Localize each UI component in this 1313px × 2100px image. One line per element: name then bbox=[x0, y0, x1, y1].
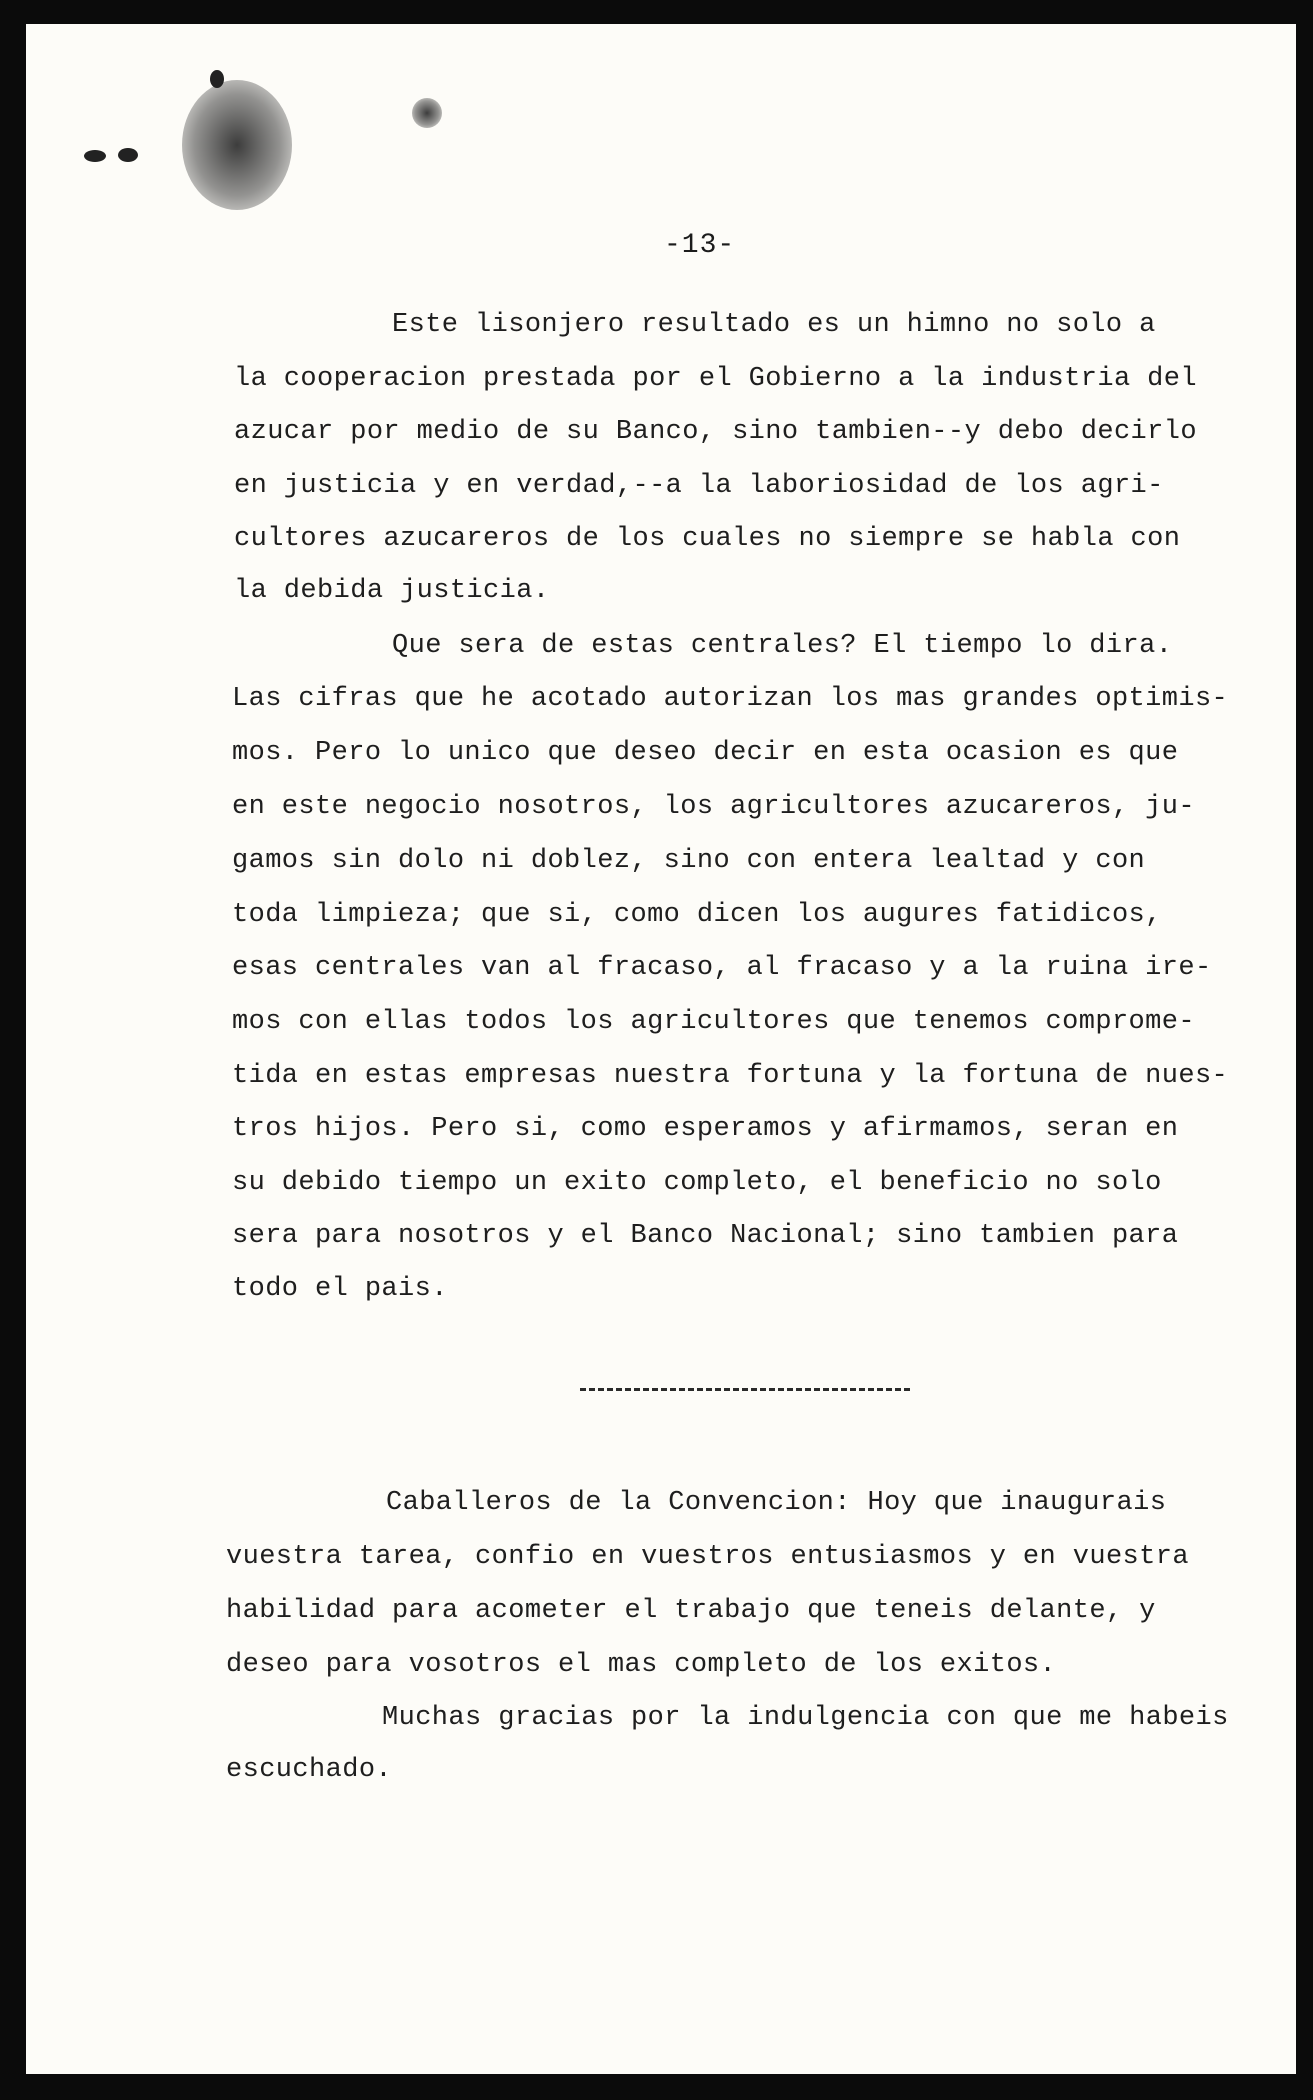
text-line: en este negocio nosotros, los agricultores azucareros, ju- bbox=[232, 792, 1195, 822]
text-line: la debida justicia. bbox=[234, 576, 550, 606]
text-line: cultores azucareros de los cuales no siempre se habla con bbox=[234, 524, 1181, 554]
text-line: Muchas gracias por la indulgencia con que me habeis bbox=[382, 1703, 1229, 1733]
text-line: Caballeros de la Convencion: Hoy que inaugurais bbox=[386, 1488, 1167, 1518]
text-line: gamos sin dolo ni doblez, sino con entera lealtad y con bbox=[232, 846, 1146, 876]
text-line: mos con ellas todos los agricultores que tenemos comprome- bbox=[232, 1007, 1195, 1037]
text-line: toda limpieza; que si, como dicen los augures fatidicos, bbox=[232, 900, 1162, 930]
ink-stain bbox=[182, 80, 292, 210]
ink-stain-small bbox=[412, 98, 442, 128]
text-line: su debido tiempo un exito completo, el beneficio no solo bbox=[232, 1168, 1162, 1198]
text-line: esas centrales van al fracaso, al fracaso y a la ruina ire- bbox=[232, 953, 1212, 983]
text-line: sera para nosotros y el Banco Nacional; sino tambien para bbox=[232, 1221, 1179, 1251]
text-line: habilidad para acometer el trabajo que teneis delante, y bbox=[226, 1596, 1156, 1626]
section-separator bbox=[580, 1388, 910, 1391]
ink-speck bbox=[118, 148, 138, 162]
text-line: deseo para vosotros el mas completo de los exitos. bbox=[226, 1650, 1057, 1680]
text-line: Que sera de estas centrales? El tiempo lo dira. bbox=[392, 631, 1173, 661]
text-line: Las cifras que he acotado autorizan los mas grandes optimis- bbox=[232, 684, 1229, 714]
ink-speck bbox=[210, 70, 224, 88]
page-number: -13- bbox=[664, 230, 736, 261]
text-line: mos. Pero lo unico que deseo decir en esta ocasion es que bbox=[232, 738, 1179, 768]
text-line: todo el pais. bbox=[232, 1274, 448, 1304]
text-line: escuchado. bbox=[226, 1755, 393, 1785]
text-line: tida en estas empresas nuestra fortuna y la fortuna de nues- bbox=[232, 1061, 1229, 1091]
text-line: vuestra tarea, confio en vuestros entusiasmos y en vuestra bbox=[226, 1542, 1189, 1572]
ink-speck bbox=[84, 150, 106, 162]
text-line: en justicia y en verdad,--a la laboriosidad de los agri- bbox=[234, 471, 1164, 501]
text-line: azucar por medio de su Banco, sino tambien--y debo decirlo bbox=[234, 417, 1197, 447]
text-line: la cooperacion prestada por el Gobierno a la industria del bbox=[234, 364, 1197, 394]
page-edge-tab bbox=[1258, 680, 1288, 2070]
text-line: Este lisonjero resultado es un himno no solo a bbox=[392, 310, 1156, 340]
text-line: tros hijos. Pero si, como esperamos y afirmamos, seran en bbox=[232, 1114, 1179, 1144]
